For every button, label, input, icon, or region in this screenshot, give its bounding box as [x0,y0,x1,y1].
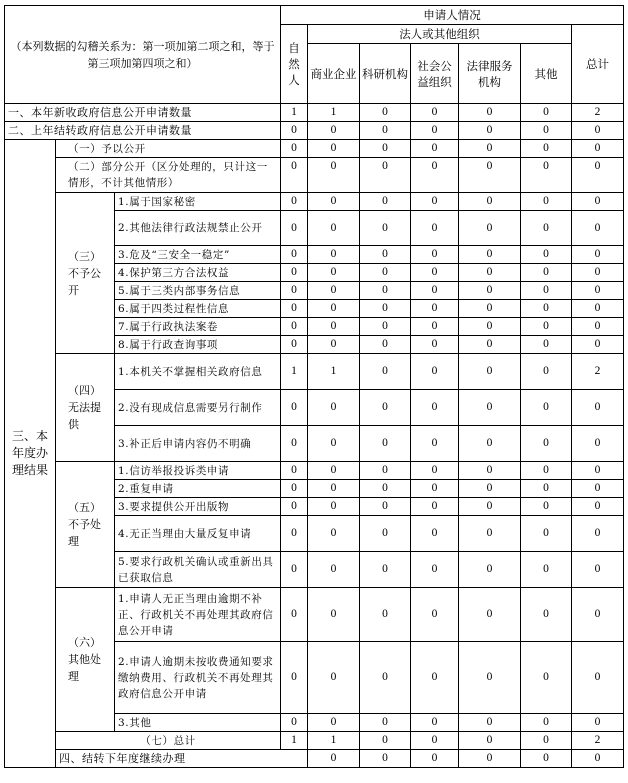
cell-value: 0 [360,516,411,552]
business-header: 商业企业 [308,44,360,104]
natural-person-header: 自然人 [281,25,308,104]
cell-value: 0 [459,354,521,390]
cell-value: 0 [411,282,459,300]
cell-value: 0 [521,390,572,426]
cell-value: 0 [360,318,411,336]
cell-value: 0 [360,158,411,193]
cell-value: 0 [411,246,459,264]
cell-value: 0 [411,158,459,193]
applicant-header: 申请人情况 [281,6,624,25]
row-label: （七）总计 [56,732,281,750]
cell-value: 0 [521,516,572,552]
cell-value: 0 [411,516,459,552]
cell-value: 1 [308,104,360,122]
cell-value: 0 [521,588,572,642]
cell-value: 0 [281,336,308,354]
cell-value: 0 [281,480,308,498]
table-row [5,354,624,390]
cell-value: 0 [459,588,521,642]
cell-value: 1 [308,732,360,750]
cell-value: 0 [411,714,459,732]
row-label: 四、结转下年度继续办理 [56,750,308,768]
cell-value: 0 [281,642,308,714]
category-label: （三）不予公开 [56,193,115,354]
cell-value: 0 [308,714,360,732]
cell-value: 0 [521,104,572,122]
cell-value: 0 [360,211,411,246]
cell-value: 0 [459,104,521,122]
cell-value: 0 [411,732,459,750]
cell-value: 0 [281,552,308,588]
cell-value: 0 [521,354,572,390]
cell-value: 0 [572,552,624,588]
cell-value: 0 [411,390,459,426]
cell-value: 0 [521,714,572,732]
cell-value: 0 [459,211,521,246]
cell-value: 0 [459,264,521,282]
cell-value: 0 [308,642,360,714]
cell-value: 0 [411,122,459,140]
cell-value: 0 [411,264,459,282]
cell-value: 0 [281,588,308,642]
cell-value: 0 [411,104,459,122]
cell-value: 0 [308,140,360,158]
cell-value: 1 [281,732,308,750]
cell-value: 0 [572,390,624,426]
cell-value: 0 [521,282,572,300]
cell-value: 0 [521,140,572,158]
row-label: 3.要求提供公开出版物 [115,498,281,516]
cell-value: 0 [360,193,411,211]
cell-value: 0 [281,193,308,211]
cell-value: 0 [411,193,459,211]
cell-value: 0 [521,732,572,750]
cell-value: 0 [572,211,624,246]
cell-value: 0 [308,264,360,282]
cell-value: 0 [572,193,624,211]
cell-value: 0 [521,122,572,140]
cell-value: 0 [521,158,572,193]
cell-value: 0 [411,336,459,354]
cell-value: 0 [411,354,459,390]
cell-value: 0 [459,714,521,732]
cell-value: 0 [521,462,572,480]
cell-value: 0 [360,588,411,642]
legal-service-header: 法律服务机构 [459,44,521,104]
cell-value: 0 [459,140,521,158]
cell-value: 0 [521,318,572,336]
cell-value: 0 [281,318,308,336]
cell-value: 2 [572,732,624,750]
row-label: 2.申请人逾期未按收费通知要求缴纳费用、行政机关不再处理其政府信息公开申请 [115,642,281,714]
cell-value: 0 [572,642,624,714]
cell-value: 0 [308,426,360,462]
category-label: （四）无法提供 [56,354,115,462]
row-label: 3.危及“三安全一稳定” [115,246,281,264]
cell-value: 0 [459,516,521,552]
cell-value: 0 [521,552,572,588]
row-label: 二、上年结转政府信息公开申请数量 [5,122,281,140]
row-label: （二）部分公开（区分处理的，只计这一情形，不计其他情形） [56,158,281,193]
cell-value: 0 [459,642,521,714]
category-label: （五）不予处理 [56,462,115,588]
cell-value: 0 [411,642,459,714]
cell-value: 0 [360,140,411,158]
cell-value: 0 [572,300,624,318]
cell-value: 0 [521,264,572,282]
cell-value: 0 [459,336,521,354]
cell-value: 0 [572,750,624,768]
header-row-1 [5,6,624,25]
cell-value: 0 [411,552,459,588]
cell-value: 0 [308,246,360,264]
cell-value: 0 [572,282,624,300]
cell-value: 0 [360,462,411,480]
cell-value: 0 [411,140,459,158]
cell-value: 0 [459,318,521,336]
cell-value: 0 [281,211,308,246]
cell-value: 0 [459,732,521,750]
cell-value: 0 [308,211,360,246]
cell-value: 0 [572,516,624,552]
cell-value: 0 [360,282,411,300]
cell-value: 0 [572,462,624,480]
cell-value: 0 [281,264,308,282]
cell-value: 2 [572,354,624,390]
cell-value: 0 [308,498,360,516]
cell-value: 0 [281,300,308,318]
cell-value: 0 [572,246,624,264]
table-row [5,104,624,122]
cell-value: 0 [308,158,360,193]
cell-value: 0 [360,390,411,426]
total-header: 总计 [572,25,624,104]
row-label: 2.重复申请 [115,480,281,498]
cell-value: 1 [281,104,308,122]
cell-value: 0 [521,211,572,246]
cell-value: 0 [281,140,308,158]
cell-value: 0 [281,246,308,264]
cell-value: 0 [360,750,411,768]
cell-value: 0 [411,426,459,462]
cell-value: 0 [572,426,624,462]
table-row [5,122,624,140]
cell-value: 0 [308,122,360,140]
cell-value: 0 [360,264,411,282]
cell-value: 0 [308,282,360,300]
row-label: 4.无正当理由大量反复申请 [115,516,281,552]
table-row [5,140,624,158]
cell-value: 0 [360,732,411,750]
cell-value: 0 [521,300,572,318]
cell-value: 0 [308,300,360,318]
cell-value: 0 [459,390,521,426]
social-header: 社会公益组织 [411,44,459,104]
table-row [5,750,624,768]
row-label: 3.补正后申请内容仍不明确 [115,426,281,462]
row-label: 1.申请人无正当理由逾期不补正、行政机关不再处理其政府信息公开申请 [115,588,281,642]
section-three-label: 三、本年度办理结果 [5,140,56,768]
cell-value: 0 [411,318,459,336]
cell-value: 0 [360,300,411,318]
cell-value: 0 [459,193,521,211]
cell-value: 0 [360,104,411,122]
other-header: 其他 [521,44,572,104]
cell-value: 0 [572,588,624,642]
cell-value: 0 [459,462,521,480]
table-row [5,193,624,211]
cell-value: 0 [360,246,411,264]
row-label: 2.没有现成信息需要另行制作 [115,390,281,426]
row-label: 6.属于四类过程性信息 [115,300,281,318]
cell-value: 0 [459,750,521,768]
row-label: 1.信访举报投诉类申请 [115,462,281,480]
cell-value: 0 [411,588,459,642]
cell-value: 0 [308,390,360,426]
cell-value: 0 [360,498,411,516]
cell-value: 0 [281,158,308,193]
cell-value: 0 [360,714,411,732]
cell-value: 0 [281,282,308,300]
cell-value: 0 [521,336,572,354]
cell-value: 0 [521,750,572,768]
cell-value: 0 [411,462,459,480]
cell-value: 0 [281,714,308,732]
table-row [5,732,624,750]
cell-value: 0 [308,193,360,211]
cell-value: 0 [521,480,572,498]
row-label: 8.属于行政查询事项 [115,336,281,354]
cell-value: 1 [308,354,360,390]
cell-value: 0 [411,211,459,246]
cell-value: 0 [521,193,572,211]
row-label: 1.属于国家秘密 [115,193,281,211]
row-label: 1.本机关不掌握相关政府信息 [115,354,281,390]
table-row [5,462,624,480]
cell-value: 0 [459,498,521,516]
cell-value: 0 [411,750,459,768]
cell-value: 0 [281,390,308,426]
row-label: 5.要求行政机关确认或重新出具已获取信息 [115,552,281,588]
cell-value: 0 [572,318,624,336]
row-label: 4.保护第三方合法权益 [115,264,281,282]
cell-value: 0 [521,498,572,516]
cell-value: 0 [281,426,308,462]
cell-value: 0 [308,462,360,480]
row-label: 一、本年新收政府信息公开申请数量 [5,104,281,122]
cell-value: 0 [281,498,308,516]
cell-value: 0 [360,642,411,714]
cell-value: 0 [360,354,411,390]
cell-value: 0 [411,480,459,498]
cell-value: 0 [281,516,308,552]
row-label: 3.其他 [115,714,281,732]
cell-value: 0 [521,426,572,462]
cell-value: 0 [281,462,308,480]
research-header: 科研机构 [360,44,411,104]
cell-value: 0 [308,588,360,642]
cell-value: 0 [308,516,360,552]
cell-value: 0 [360,336,411,354]
legal-entity-header: 法人或其他组织 [308,25,572,44]
cell-value: 0 [308,750,360,768]
cell-value: 0 [360,552,411,588]
cell-value: 0 [308,480,360,498]
cell-value: 0 [572,336,624,354]
row-label: （一）予以公开 [56,140,281,158]
cell-value: 0 [459,552,521,588]
cell-value: 0 [572,264,624,282]
cell-value: 0 [459,246,521,264]
cell-value: 0 [459,122,521,140]
cell-value: 0 [459,426,521,462]
cell-value: 0 [572,158,624,193]
row-label: 5.属于三类内部事务信息 [115,282,281,300]
application-statistics-table [4,5,624,768]
relation-note: （本列数据的勾稽关系为：第一项加第二项之和，等于第三项加第四项之和） [5,6,281,104]
cell-value: 0 [360,480,411,498]
cell-value: 0 [521,642,572,714]
category-label: （六）其他处理 [56,588,115,732]
cell-value: 0 [459,158,521,193]
cell-value: 0 [572,498,624,516]
row-label: 2.其他法律行政法规禁止公开 [115,211,281,246]
cell-value: 0 [572,480,624,498]
cell-value: 0 [459,282,521,300]
cell-value: 0 [411,498,459,516]
cell-value: 0 [411,300,459,318]
cell-value: 0 [281,122,308,140]
table-row [5,588,624,642]
cell-value: 0 [572,122,624,140]
cell-value: 0 [521,246,572,264]
cell-value: 0 [308,336,360,354]
cell-value: 0 [360,426,411,462]
cell-value: 0 [459,300,521,318]
row-label: 7.属于行政执法案卷 [115,318,281,336]
cell-value: 0 [572,714,624,732]
cell-value: 1 [281,354,308,390]
cell-value: 0 [459,480,521,498]
cell-value: 0 [572,140,624,158]
cell-value: 0 [360,122,411,140]
cell-value: 0 [308,318,360,336]
cell-value: 2 [572,104,624,122]
table-row [5,158,624,193]
cell-value: 0 [308,552,360,588]
